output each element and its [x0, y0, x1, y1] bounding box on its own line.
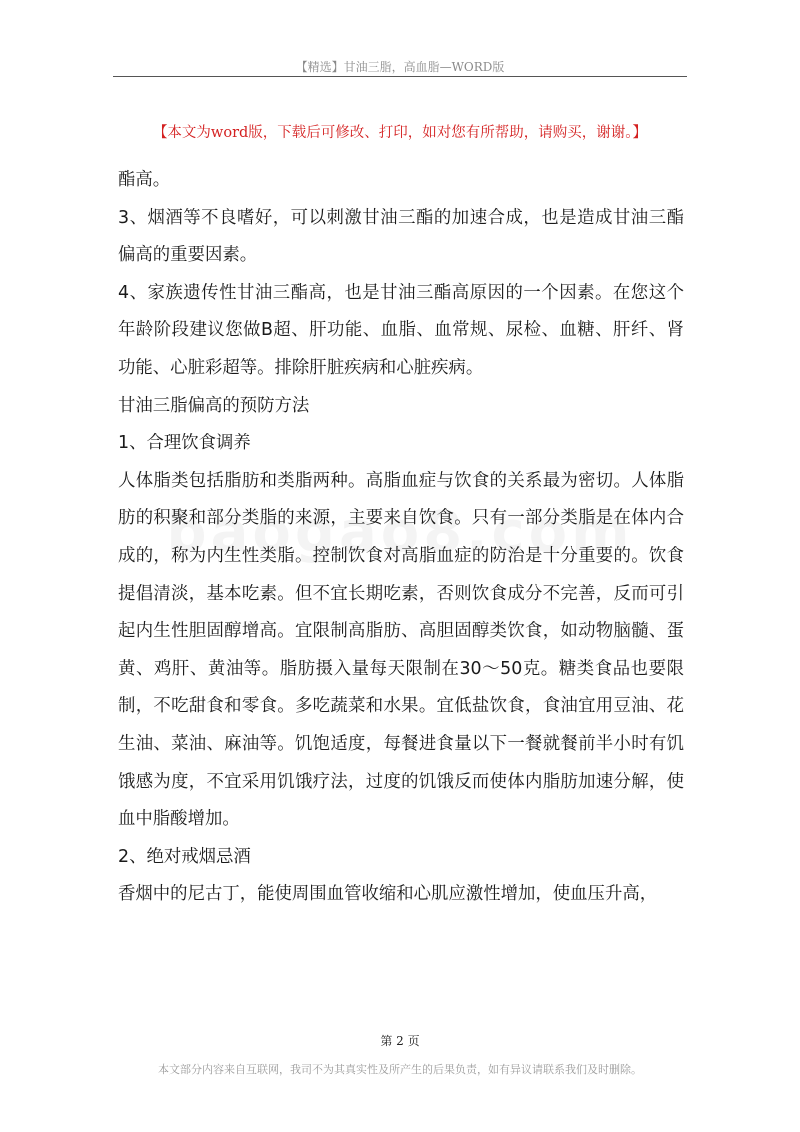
word-version-notice: 【本文为word版，下载后可修改、打印，如对您有所帮助，请购买，谢谢。】	[152, 125, 648, 141]
page-number: 第 2 页	[380, 1034, 420, 1048]
header-divider	[113, 76, 687, 77]
paragraph-continuation: 酯高。	[118, 170, 171, 190]
paragraph-item-4: 4、家族遗传性甘油三酯高，也是甘油三酯高原因的一个因素。在您这个年龄阶段建议您做B超、肝功能、血脂、血常规、尿检、血糖、肝纤、肾功能、心脏彩超等。排除肝脏疾病和心脏疾病。	[118, 282, 684, 378]
paragraph-item-3: 3、烟酒等不良嗜好，可以刺激甘油三酯的加速合成，也是造成甘油三酯偏高的重要因素。	[118, 207, 684, 266]
paragraph-smoking: 香烟中的尼古丁，能使周围血管收缩和心肌应激性增加，使血压升高，	[118, 884, 658, 905]
section-heading-prevention: 甘油三脂偏高的预防方法	[118, 395, 310, 416]
footer-disclaimer: 本文部分内容来自互联网，我司不为其真实性及所产生的后果负责，如有异议请联系我们及时删除。	[158, 1063, 642, 1076]
subheading-diet: 1、合理饮食调养	[118, 433, 251, 454]
page-header-title: 【精选】甘油三脂，高血脂—WORD版	[295, 60, 505, 74]
document-body	[118, 162, 684, 914]
subheading-smoking-alcohol: 2、绝对戒烟忌酒	[118, 846, 251, 867]
paragraph-diet: 人体脂类包括脂肪和类脂两种。高脂血症与饮食的关系最为密切。人体脂肪的积聚和部分类脂的来源，主要来自饮食。只有一部分类脂是在体内合成的，称为内生性类脂。控制饮食对高脂血症的防治是十分重要的。饮食提倡清淡，基本吃素。但不宜长期吃素，否则饮食成分不完善，反而可引起内生性胆固醇增高。宜限制高脂肪、高胆固醇类饮食，如动物脑髓、蛋黄、鸡肝、黄油等。脂肪摄入量每天限制在30～50克。糖类食品也要限制，不吃甜食和零食。多吃蔬菜和水果。宜低盐饮食，食油宜用豆油、花生油、菜油、麻油等。饥饱适度，每餐进食量以下一餐就餐前半小时有饥饿感为度，不宜采用饥饿疗法，过度的饥饿反而使体内脂肪加速分解，使血中脂酸增加。	[118, 470, 684, 830]
